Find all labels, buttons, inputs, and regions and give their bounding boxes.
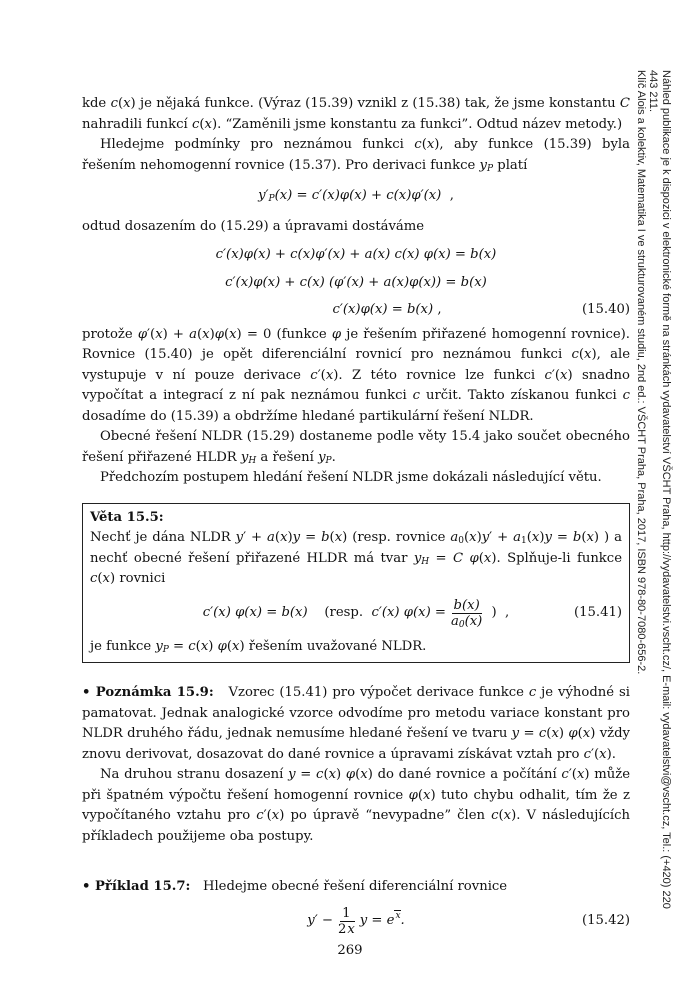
equation: $y'_P(x) = c'(x)\varphi(x) + c(x)\varphi'(x)$ , <box>258 188 454 204</box>
equation: y′ − $\frac{1}{2x}$ $y = e^x$. (15.42) <box>307 905 630 937</box>
paragraph: Hledejme podmínky pro neznámou funkci c(x), aby funkce (15.39) byla řešením nehomogenní rovnice (15.37). Pro derivaci funkce $y_P$ platí <box>82 137 630 174</box>
equation-number: (15.42) <box>581 912 630 928</box>
paragraph: odtud dosazením do (15.29) a úpravami dostáváme <box>82 218 425 234</box>
paragraph: Předchozím postupem hledání řešení NLDR jsme dokázali následující větu. <box>100 470 602 485</box>
equation-array <box>82 245 630 321</box>
sidenote-line-2: Klíč Alois a kolektiv, Matematika I ve strukturovaném studiu, 2nd ed.: VŠCHT Praha, Praha, 2017, ISBN 978-80-7080-656-2. <box>635 70 647 675</box>
equation-number: (15.41) <box>573 604 622 620</box>
sidenote-line-1: Náhled publikace je k dispozici v elektronické formě na stránkách vydavatelství VŠCHT Praha, http://vydavatelstvi.vscht.cz/, E-mail: vydavatelstvi@vscht.cz, Tel.: (+420) 220 443 211. <box>647 70 672 909</box>
equation: c′(x)φ(x) + c(x)φ′(x) + a(x) c(x) φ(x) = b(x) <box>215 247 497 262</box>
page-body <box>82 94 630 937</box>
equation: c′(x) φ(x) = b(x) (resp. c′(x) φ(x) = $\frac{b(x)}{a_0(x)}$ ) , (15.41) <box>202 597 622 630</box>
example-title: • Příklad 15.7: <box>82 879 191 894</box>
paragraph: protože φ′(x) + a(x)φ(x) = 0 (funkce φ je řešením přiřazené homogenní rovnice). Rovnice (15.40) je opět diferenciální rovnicí pro neznámou funkci c(x), ale vystupuje v ní pouze derivace c′(x). Z této rovnice lze funkci c′(x) snadno vypočítat a integrací z ní pak neznámou funkci c určit. Takto získanou funkci c dosadíme do (15.39) a obdržíme hledané partikulární řešení NLDR. <box>82 326 631 424</box>
equation-number: (15.40) <box>581 302 630 317</box>
page-number: 269 <box>337 943 363 958</box>
remark-title: • Poznámka 15.9: <box>82 685 214 700</box>
paragraph: Na druhou stranu dosazení y = c(x) φ(x) do dané rovnice a počítání c′(x) může při špatném výpočtu řešení homogenní rovnice φ(x) tuto chybu odhalit, tím že z vypočítaného vztahu pro c′(x) po úpravě “nevypadne” člen c(x). V následujících příkladech použijeme oba postupy. <box>82 767 630 844</box>
publisher-sidenote <box>635 70 672 930</box>
paragraph: • Poznámka 15.9: Vzorec (15.41) pro výpočet derivace funkce c je výhodné si pamatovat. Jednak analogické vzorce odvodíme pro metodu variace konstant pro NLDR druhého řádu, jednak nemusíme hledané řešení ve tvaru y = c(x) φ(x) vždy znovu derivovat, dosazovat do dané rovnice a úpravami získávat vztah pro c′(x). <box>82 685 631 762</box>
paragraph: Obecné řešení NLDR (15.29) dostaneme podle věty 15.4 jako součet obecného řešení přiřazené HLDR $y_H$ a řešení $y_P$. <box>82 429 630 466</box>
theorem-title: Věta 15.5: <box>90 509 164 525</box>
paragraph: je funkce $y_P = c(x)$ φ(x) řešením uvažované NLDR. <box>90 638 427 655</box>
equation: c′(x)φ(x) + c(x) (φ′(x) + a(x)φ(x)) = b(x) <box>225 274 487 290</box>
paragraph: Nechť je dána NLDR y′ + a(x)y = b(x) (resp. rovnice $a_0(x)y' + a_1(x)y = b(x)$ ) a nechť obecné řešení přiřazené HLDR má tvar $y_H = C$ φ(x). Splňuje-li funkce c(x) rovnici <box>90 530 622 586</box>
theorem-box <box>82 503 630 664</box>
paragraph: kde c(x) je nějaká funkce. (Výraz (15.39) vznikl z (15.38) tak, že jsme konstantu C nahradili funkcí c(x). “Zaměnili jsme konstantu za funkci”. Odtud název metody.) <box>82 96 631 132</box>
paragraph: • Příklad 15.7: Hledejme obecné řešení diferenciální rovnice <box>82 879 508 894</box>
equation: c′(x)φ(x) = b(x) , (15.40) <box>82 300 630 321</box>
